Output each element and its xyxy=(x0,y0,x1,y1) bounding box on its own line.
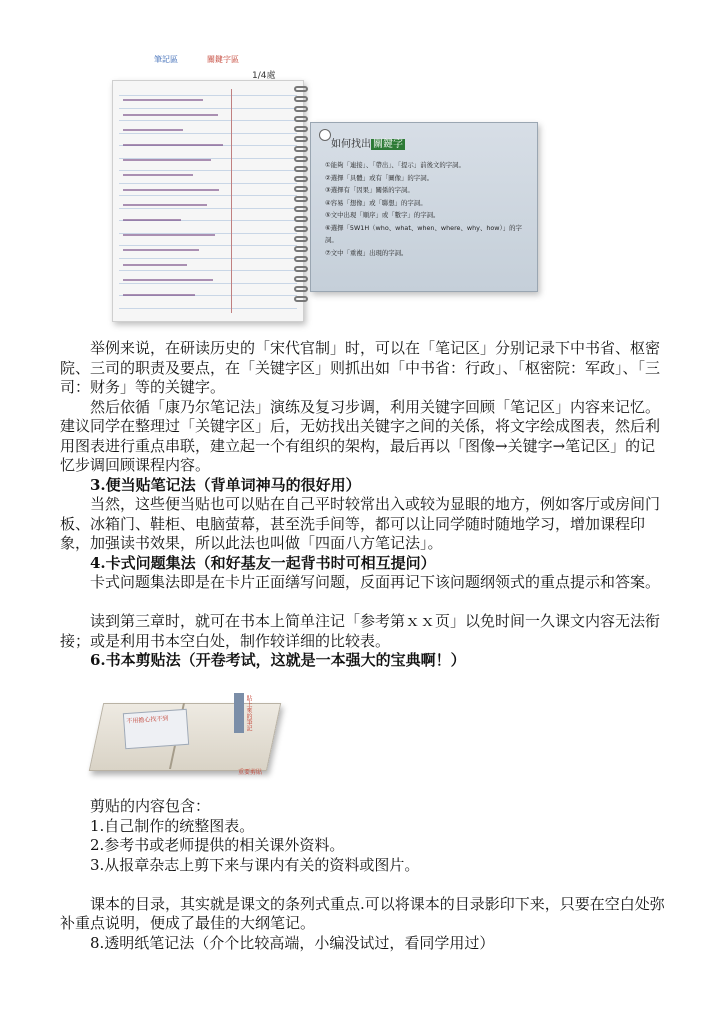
section-heading: 3.便当贴笔记法（背单词神马的很好用） xyxy=(90,475,361,494)
handwriting-scribble xyxy=(123,294,195,296)
card-tip-item: ②選擇「具體」或有「圖像」的字詞。 xyxy=(325,173,433,182)
spiral-ring xyxy=(294,276,308,282)
clipping-title: 不用擔心找不到 xyxy=(126,715,169,726)
handwriting-scribble xyxy=(123,159,211,161)
paragraph: 举例来说，在研读历史的「宋代官制」时，可以在「笔记区」分别记录下中书省、枢密院、三司的职责及要点，在「关键字区」则抓出如「中书省：行政」、「枢密院：军政」、「三司：财务」等的关键字。 xyxy=(60,339,661,396)
notebook-margin-line xyxy=(231,89,232,313)
notebook-rule-line xyxy=(119,133,297,134)
card-tip-item: ③選擇有「因果」關係的字詞。 xyxy=(325,186,414,194)
sticky-note-label: 貼上來的筆記 xyxy=(245,695,252,731)
spiral-ring xyxy=(294,206,308,212)
notebook-rule-line xyxy=(119,208,297,209)
paragraph: 1.自己制作的统整图表。 xyxy=(90,816,255,835)
spiral-ring xyxy=(294,296,308,302)
card-tip-item: ①能夠「連接」、「帶出」、「提示」前後文的字詞。 xyxy=(325,161,465,169)
paragraph: 3.从报章杂志上剪下来与课内有关的资料或图片。 xyxy=(90,855,420,874)
paragraph: 8.透明纸笔记法（介个比较高端，小编没试过，看同学用过） xyxy=(90,933,495,952)
handwriting-scribble xyxy=(123,204,207,206)
handwriting-scribble xyxy=(123,264,187,266)
spiral-ring xyxy=(294,166,308,172)
card-tips-list xyxy=(325,159,531,259)
keyword-tips-card xyxy=(310,122,538,292)
notebook-rule-line xyxy=(119,270,297,271)
spiral-ring xyxy=(294,106,308,112)
notebook-image xyxy=(112,80,304,322)
spiral-ring xyxy=(294,136,308,142)
handwriting-scribble xyxy=(123,114,218,116)
body-text-section-1 xyxy=(60,339,670,671)
spiral-binding xyxy=(294,86,310,312)
spiral-ring xyxy=(294,226,308,232)
notebook-rule-line xyxy=(119,258,297,259)
spiral-ring xyxy=(294,116,308,122)
spiral-ring xyxy=(294,246,308,252)
handwriting-scribble xyxy=(123,234,215,236)
keyword-area-label: 關鍵字區 xyxy=(207,55,239,64)
notebook-rule-line xyxy=(119,120,297,121)
section-heading: 6.书本剪贴法（开卷考试，这就是一本强大的宝典啊！） xyxy=(90,651,466,669)
paragraph: 卡式问题集法即是在卡片正面缮写问题，反面再记下该问题纲领式的重点提示和答案。 xyxy=(90,573,661,591)
handwriting-scribble xyxy=(123,99,203,101)
paragraph: 课本的目录，其实就是课文的条列式重点.可以将课本的目录影印下来，只要在空白处弥补重点说明，便成了最佳的大纲笔记。 xyxy=(60,894,665,932)
handwriting-scribble xyxy=(123,129,183,131)
handwriting-scribble xyxy=(123,219,181,221)
spiral-ring xyxy=(294,266,308,272)
card-tip-item: ⑥選擇「5W1H（who、what、when、where、why、how）」的字詞。 xyxy=(325,223,522,244)
handwriting-scribble xyxy=(123,189,219,191)
clipping-note xyxy=(123,709,189,749)
card-title-prefix: 如何找出 xyxy=(331,139,371,150)
spiral-ring xyxy=(294,96,308,102)
body-text-section-2 xyxy=(60,797,670,953)
card-tip-item: ⑦文中「重複」出現的字詞。 xyxy=(325,248,408,257)
paragraph: 当然，这些便当贴也可以贴在自己平时较常出入或较为显眼的地方，例如客厅或房间门板、冰箱门、鞋柜、电脑萤幕，甚至洗手间等，都可以让同学随时随地学习，增加课程印象，加强读书效果，所以此法也叫做「四面八方笔记法」。 xyxy=(60,495,661,552)
spiral-ring xyxy=(294,186,308,192)
spiral-ring xyxy=(294,196,308,202)
notebook-rule-line xyxy=(119,283,297,284)
handwriting-scribble xyxy=(123,174,193,176)
spiral-ring xyxy=(294,216,308,222)
spiral-ring xyxy=(294,236,308,242)
notebook-rule-line xyxy=(119,108,297,109)
spiral-ring xyxy=(294,156,308,162)
spiral-ring xyxy=(294,286,308,292)
blank-line xyxy=(60,875,670,895)
notebook-rule-line xyxy=(119,170,297,171)
spiral-ring xyxy=(294,146,308,152)
cornell-notes-figure xyxy=(112,50,554,322)
blank-line xyxy=(60,593,670,613)
notes-area-label: 筆記區 xyxy=(154,55,178,64)
card-title-keyword: 關鍵字 xyxy=(373,139,403,150)
sticky-note-tab xyxy=(234,693,244,733)
notebook-rule-line xyxy=(119,183,297,184)
spiral-ring xyxy=(294,256,308,262)
notebook-rule-line xyxy=(119,95,297,96)
card-title xyxy=(331,135,405,150)
card-hole-icon xyxy=(319,129,331,141)
handwriting-scribble xyxy=(123,144,223,146)
handwriting-scribble xyxy=(123,279,213,281)
notebook-rule-line xyxy=(119,195,297,196)
section-heading: 4.卡式问题集法（和好基友一起背书时可相互提问） xyxy=(90,553,436,572)
paste-label: 重要剪貼 xyxy=(238,769,263,776)
card-tip-item: ④容易「想像」或「聯想」的字詞。 xyxy=(325,198,427,207)
notebook-rule-line xyxy=(119,308,297,309)
handwriting-scribble xyxy=(123,249,199,251)
paragraph: 然后依循「康乃尔笔记法」演练及复习步调，利用关键字回顾「笔记区」内容来记忆。建议同学在整理过「关键字区」后，无妨找出关键字之间的关係，将文字绘成图表，然后利用图表进行重点串联，建立起一个有组织的架构，最后再以「图像→关键字→笔记区」的记忆步调回顾课程内容。 xyxy=(60,397,661,474)
spiral-ring xyxy=(294,86,308,92)
card-tip-item: ⑤文中出現「順序」或「數字」的字詞。 xyxy=(325,211,440,219)
spiral-ring xyxy=(294,126,308,132)
paragraph: 2.参考书或老师提供的相关课外资料。 xyxy=(90,836,345,854)
spiral-ring xyxy=(294,176,308,182)
paragraph: 读到第三章时，就可在书本上简单注记「参考第ｘｘ页」以免时间一久课文内容无法衔接；或是利用书本空白处，制作较详细的比较表。 xyxy=(60,612,661,650)
paragraph: 剪贴的内容包含： xyxy=(90,797,211,815)
notebook-rule-line xyxy=(119,245,297,246)
book-clipping-figure xyxy=(88,693,284,777)
quarter-label: 1/4處 xyxy=(252,71,276,81)
